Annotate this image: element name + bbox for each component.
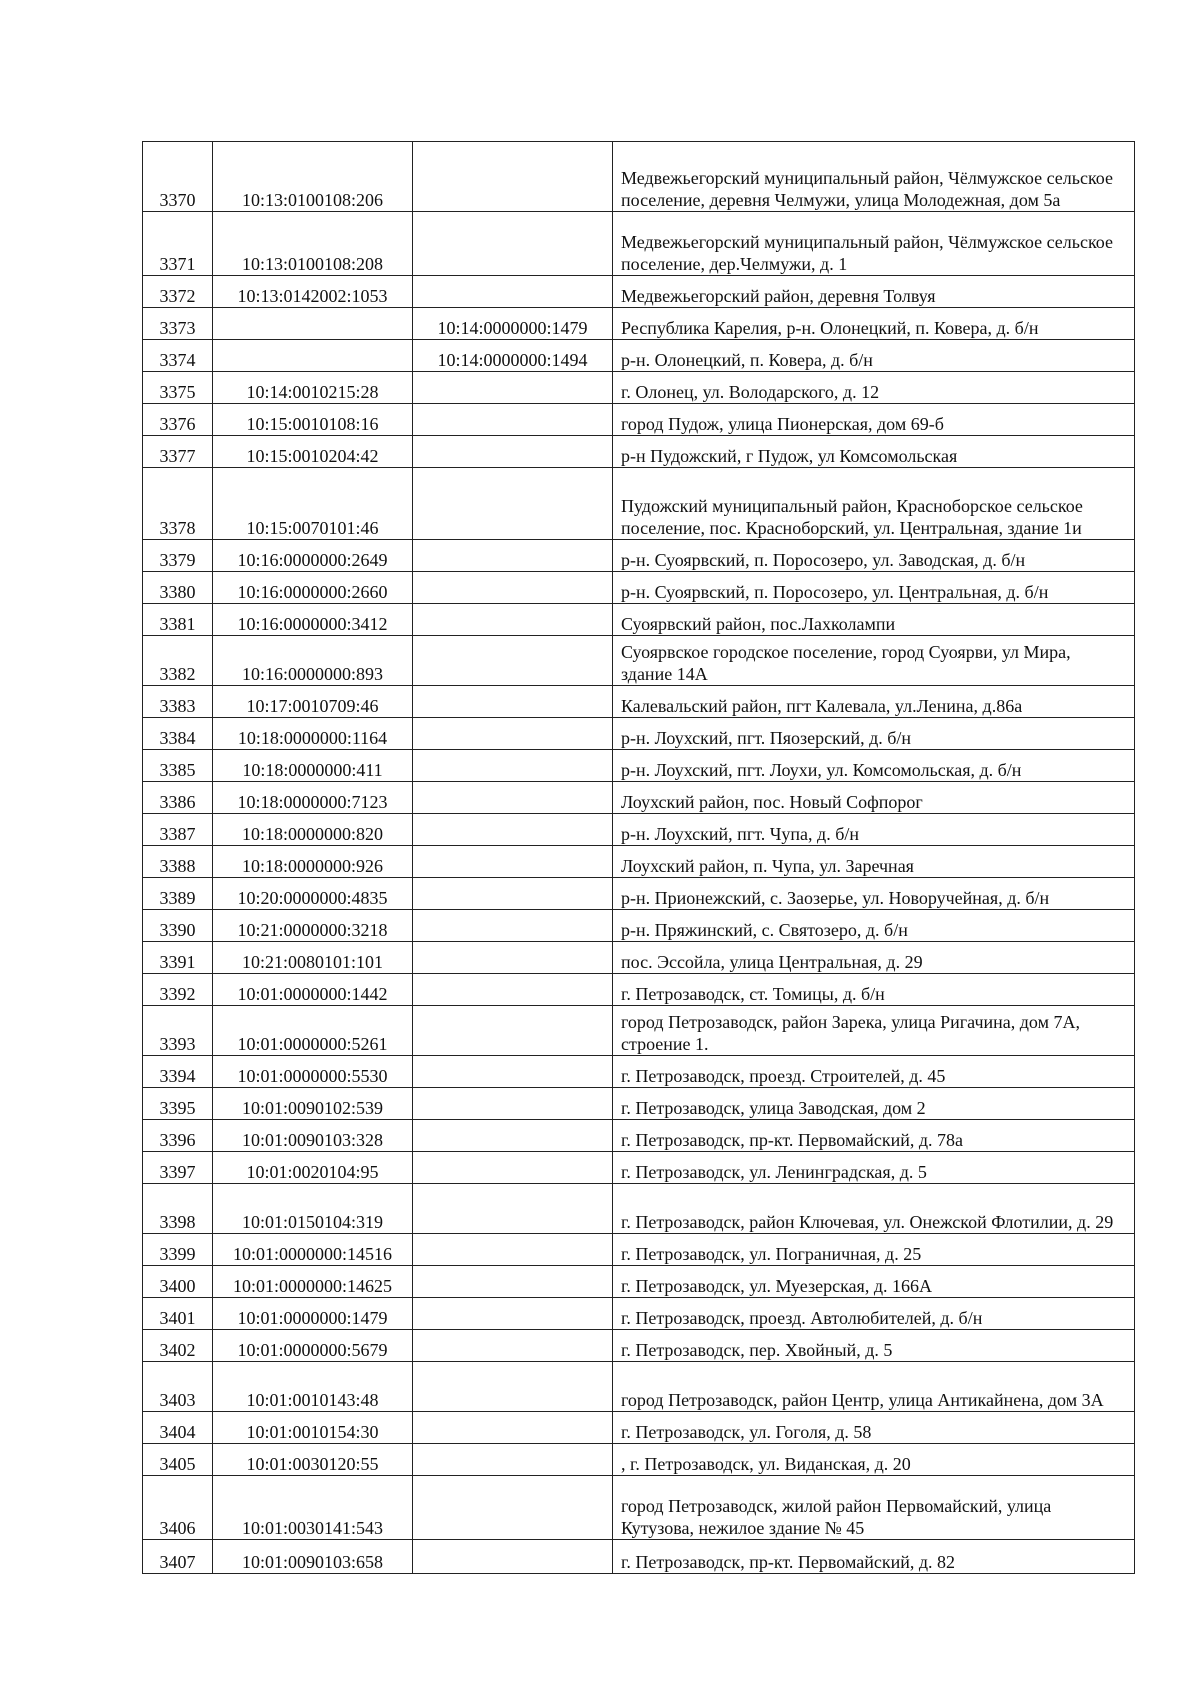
cadastral-number-cell: 10:01:0000000:1479 [213, 1298, 413, 1330]
alt-cadastral-number-cell [413, 974, 613, 1006]
alt-cadastral-number-cell [413, 212, 613, 276]
row-number-cell: 3407 [143, 1540, 213, 1574]
table-row [143, 846, 1135, 878]
alt-cadastral-number-cell [413, 1412, 613, 1444]
address-cell: р-н. Лоухский, пгт. Лоухи, ул. Комсомольская, д. б/н [613, 750, 1135, 782]
table-row [143, 1184, 1135, 1234]
alt-cadastral-number-cell [413, 878, 613, 910]
row-number-cell: 3385 [143, 750, 213, 782]
table-row [143, 404, 1135, 436]
address-cell: г. Олонец, ул. Володарского, д. 12 [613, 372, 1135, 404]
address-cell: Медвежьегорский район, деревня Толвуя [613, 276, 1135, 308]
table-row [143, 604, 1135, 636]
row-number-cell: 3374 [143, 340, 213, 372]
alt-cadastral-number-cell [413, 540, 613, 572]
row-number-cell: 3390 [143, 910, 213, 942]
table-row [143, 1330, 1135, 1362]
alt-cadastral-number-cell [413, 436, 613, 468]
address-cell: , г. Петрозаводск, ул. Виданская, д. 20 [613, 1444, 1135, 1476]
cadastral-number-cell: 10:18:0000000:820 [213, 814, 413, 846]
address-cell: город Петрозаводск, район Зарека, улица Ригачина, дом 7А, строение 1. [613, 1006, 1135, 1056]
alt-cadastral-number-cell [413, 636, 613, 686]
row-number-cell: 3406 [143, 1476, 213, 1540]
address-cell: г. Петрозаводск, район Ключевая, ул. Онежской Флотилии, д. 29 [613, 1184, 1135, 1234]
cadastral-number-cell: 10:01:0000000:14625 [213, 1266, 413, 1298]
table-row [143, 1476, 1135, 1540]
row-number-cell: 3398 [143, 1184, 213, 1234]
row-number-cell: 3384 [143, 718, 213, 750]
table-row [143, 1362, 1135, 1412]
address-cell: г. Петрозаводск, ул. Муезерская, д. 166А [613, 1266, 1135, 1298]
alt-cadastral-number-cell [413, 1362, 613, 1412]
cadastral-number-cell: 10:16:0000000:3412 [213, 604, 413, 636]
alt-cadastral-number-cell [413, 1088, 613, 1120]
address-cell: р-н. Олонецкий, п. Ковера, д. б/н [613, 340, 1135, 372]
cadastral-number-cell: 10:01:0090103:658 [213, 1540, 413, 1574]
cadastral-number-cell: 10:21:0000000:3218 [213, 910, 413, 942]
address-cell: р-н. Пряжинский, с. Святозеро, д. б/н [613, 910, 1135, 942]
row-number-cell: 3403 [143, 1362, 213, 1412]
row-number-cell: 3380 [143, 572, 213, 604]
cadastral-number-cell: 10:20:0000000:4835 [213, 878, 413, 910]
table-row [143, 572, 1135, 604]
address-cell: г. Петрозаводск, пр-кт. Первомайский, д. 82 [613, 1540, 1135, 1574]
cadastral-number-cell: 10:21:0080101:101 [213, 942, 413, 974]
cadastral-number-cell: 10:01:0000000:5261 [213, 1006, 413, 1056]
row-number-cell: 3395 [143, 1088, 213, 1120]
alt-cadastral-number-cell: 10:14:0000000:1479 [413, 308, 613, 340]
table-row [143, 686, 1135, 718]
address-cell: Лоухский район, пос. Новый Софпорог [613, 782, 1135, 814]
row-number-cell: 3375 [143, 372, 213, 404]
row-number-cell: 3382 [143, 636, 213, 686]
row-number-cell: 3389 [143, 878, 213, 910]
cadastral-number-cell: 10:18:0000000:926 [213, 846, 413, 878]
address-cell: Пудожский муниципальный район, Красноборское сельское поселение, пос. Красноборский, ул. Центральная, здание 1и [613, 468, 1135, 540]
alt-cadastral-number-cell [413, 846, 613, 878]
cadastral-number-cell: 10:01:0000000:1442 [213, 974, 413, 1006]
table-row [143, 1234, 1135, 1266]
address-cell: г. Петрозаводск, улица Заводская, дом 2 [613, 1088, 1135, 1120]
alt-cadastral-number-cell [413, 1330, 613, 1362]
row-number-cell: 3387 [143, 814, 213, 846]
table-row [143, 1120, 1135, 1152]
row-number-cell: 3381 [143, 604, 213, 636]
table-row [143, 1088, 1135, 1120]
table-row [143, 750, 1135, 782]
alt-cadastral-number-cell [413, 1444, 613, 1476]
address-cell: Суоярвский район, пос.Лахколампи [613, 604, 1135, 636]
row-number-cell: 3383 [143, 686, 213, 718]
alt-cadastral-number-cell [413, 142, 613, 212]
address-cell: р-н. Суоярвский, п. Поросозеро, ул. Заводская, д. б/н [613, 540, 1135, 572]
row-number-cell: 3372 [143, 276, 213, 308]
alt-cadastral-number-cell [413, 1006, 613, 1056]
address-cell: Суоярвское городское поселение, город Суоярви, ул Мира, здание 14А [613, 636, 1135, 686]
row-number-cell: 3391 [143, 942, 213, 974]
alt-cadastral-number-cell [413, 572, 613, 604]
address-cell: Лоухский район, п. Чупа, ул. Заречная [613, 846, 1135, 878]
row-number-cell: 3379 [143, 540, 213, 572]
cadastral-number-cell: 10:15:0010108:16 [213, 404, 413, 436]
row-number-cell: 3399 [143, 1234, 213, 1266]
table-row [143, 436, 1135, 468]
cadastral-number-cell: 10:01:0030141:543 [213, 1476, 413, 1540]
alt-cadastral-number-cell [413, 910, 613, 942]
address-cell: Калевальский район, пгт Калевала, ул.Ленина, д.86а [613, 686, 1135, 718]
table-row [143, 878, 1135, 910]
cadastral-number-cell: 10:01:0010154:30 [213, 1412, 413, 1444]
cadastral-number-cell: 10:01:0020104:95 [213, 1152, 413, 1184]
cadastral-number-cell: 10:01:0000000:14516 [213, 1234, 413, 1266]
cadastral-number-cell: 10:01:0150104:319 [213, 1184, 413, 1234]
address-cell: город Петрозаводск, жилой район Первомайский, улица Кутузова, нежилое здание № 45 [613, 1476, 1135, 1540]
address-cell: г. Петрозаводск, проезд. Автолюбителей, д. б/н [613, 1298, 1135, 1330]
cadastral-number-cell: 10:01:0000000:5530 [213, 1056, 413, 1088]
row-number-cell: 3392 [143, 974, 213, 1006]
row-number-cell: 3402 [143, 1330, 213, 1362]
cadastral-number-cell: 10:18:0000000:7123 [213, 782, 413, 814]
address-cell: Республика Карелия, р-н. Олонецкий, п. Ковера, д. б/н [613, 308, 1135, 340]
address-cell: Медвежьегорский муниципальный район, Чёлмужское сельское поселение, деревня Челмужи, улица Молодежная, дом 5а [613, 142, 1135, 212]
table-row [143, 142, 1135, 212]
address-cell: р-н Пудожский, г Пудож, ул Комсомольская [613, 436, 1135, 468]
alt-cadastral-number-cell [413, 718, 613, 750]
alt-cadastral-number-cell [413, 468, 613, 540]
address-cell: г. Петрозаводск, пр-кт. Первомайский, д. 78а [613, 1120, 1135, 1152]
table-row [143, 212, 1135, 276]
row-number-cell: 3393 [143, 1006, 213, 1056]
cadastral-number-cell: 10:16:0000000:2649 [213, 540, 413, 572]
row-number-cell: 3396 [143, 1120, 213, 1152]
cadastral-number-cell: 10:13:0142002:1053 [213, 276, 413, 308]
cadastral-number-cell: 10:17:0010709:46 [213, 686, 413, 718]
cadastral-number-cell: 10:15:0010204:42 [213, 436, 413, 468]
address-cell: г. Петрозаводск, пер. Хвойный, д. 5 [613, 1330, 1135, 1362]
table-row [143, 540, 1135, 572]
alt-cadastral-number-cell [413, 942, 613, 974]
table-row [143, 718, 1135, 750]
cadastral-number-cell: 10:16:0000000:893 [213, 636, 413, 686]
alt-cadastral-number-cell [413, 1152, 613, 1184]
cadastral-number-cell: 10:01:0000000:5679 [213, 1330, 413, 1362]
alt-cadastral-number-cell [413, 1056, 613, 1088]
row-number-cell: 3378 [143, 468, 213, 540]
cadastral-number-cell: 10:15:0070101:46 [213, 468, 413, 540]
row-number-cell: 3397 [143, 1152, 213, 1184]
address-cell: р-н. Суоярвский, п. Поросозеро, ул. Центральная, д. б/н [613, 572, 1135, 604]
cadastral-number-cell: 10:18:0000000:411 [213, 750, 413, 782]
cadastral-number-cell [213, 340, 413, 372]
cadastral-number-cell: 10:01:0090103:328 [213, 1120, 413, 1152]
table-row [143, 1412, 1135, 1444]
alt-cadastral-number-cell: 10:14:0000000:1494 [413, 340, 613, 372]
address-cell: г. Петрозаводск, ул. Ленинградская, д. 5 [613, 1152, 1135, 1184]
table-row [143, 468, 1135, 540]
row-number-cell: 3386 [143, 782, 213, 814]
alt-cadastral-number-cell [413, 1476, 613, 1540]
table-row [143, 974, 1135, 1006]
alt-cadastral-number-cell [413, 814, 613, 846]
alt-cadastral-number-cell [413, 1184, 613, 1234]
table-row [143, 1056, 1135, 1088]
row-number-cell: 3400 [143, 1266, 213, 1298]
table-row [143, 1006, 1135, 1056]
table-row [143, 1152, 1135, 1184]
table-row [143, 942, 1135, 974]
alt-cadastral-number-cell [413, 372, 613, 404]
table-row [143, 1444, 1135, 1476]
table-row [143, 340, 1135, 372]
address-cell: г. Петрозаводск, проезд. Строителей, д. 45 [613, 1056, 1135, 1088]
address-cell: р-н. Лоухский, пгт. Пяозерский, д. б/н [613, 718, 1135, 750]
address-cell: Медвежьегорский муниципальный район, Чёлмужское сельское поселение, дер.Челмужи, д. 1 [613, 212, 1135, 276]
address-cell: г. Петрозаводск, ул. Гоголя, д. 58 [613, 1412, 1135, 1444]
address-cell: р-н. Лоухский, пгт. Чупа, д. б/н [613, 814, 1135, 846]
cadastral-number-cell: 10:01:0030120:55 [213, 1444, 413, 1476]
cadastral-number-cell [213, 308, 413, 340]
cadastral-number-cell: 10:13:0100108:206 [213, 142, 413, 212]
alt-cadastral-number-cell [413, 404, 613, 436]
row-number-cell: 3388 [143, 846, 213, 878]
address-cell: г. Петрозаводск, ст. Томицы, д. б/н [613, 974, 1135, 1006]
alt-cadastral-number-cell [413, 782, 613, 814]
address-cell: г. Петрозаводск, ул. Пограничная, д. 25 [613, 1234, 1135, 1266]
row-number-cell: 3404 [143, 1412, 213, 1444]
alt-cadastral-number-cell [413, 686, 613, 718]
cadastral-number-cell: 10:13:0100108:208 [213, 212, 413, 276]
row-number-cell: 3401 [143, 1298, 213, 1330]
table-row [143, 1540, 1135, 1574]
cadastral-registry-table [142, 141, 1135, 1574]
alt-cadastral-number-cell [413, 1120, 613, 1152]
alt-cadastral-number-cell [413, 1266, 613, 1298]
row-number-cell: 3376 [143, 404, 213, 436]
alt-cadastral-number-cell [413, 604, 613, 636]
cadastral-number-cell: 10:16:0000000:2660 [213, 572, 413, 604]
table-row [143, 1298, 1135, 1330]
table-row [143, 276, 1135, 308]
row-number-cell: 3405 [143, 1444, 213, 1476]
cadastral-number-cell: 10:01:0010143:48 [213, 1362, 413, 1412]
alt-cadastral-number-cell [413, 1298, 613, 1330]
row-number-cell: 3377 [143, 436, 213, 468]
alt-cadastral-number-cell [413, 276, 613, 308]
address-cell: город Пудож, улица Пионерская, дом 69-б [613, 404, 1135, 436]
address-cell: город Петрозаводск, район Центр, улица Антикайнена, дом 3А [613, 1362, 1135, 1412]
row-number-cell: 3373 [143, 308, 213, 340]
table-row [143, 636, 1135, 686]
table-row [143, 308, 1135, 340]
address-cell: пос. Эссойла, улица Центральная, д. 29 [613, 942, 1135, 974]
table-row [143, 814, 1135, 846]
registry-table-body [143, 142, 1135, 1574]
alt-cadastral-number-cell [413, 1234, 613, 1266]
table-row [143, 372, 1135, 404]
cadastral-number-cell: 10:18:0000000:1164 [213, 718, 413, 750]
table-row [143, 910, 1135, 942]
address-cell: р-н. Прионежский, с. Заозерье, ул. Новоручейная, д. б/н [613, 878, 1135, 910]
alt-cadastral-number-cell [413, 1540, 613, 1574]
row-number-cell: 3371 [143, 212, 213, 276]
row-number-cell: 3394 [143, 1056, 213, 1088]
table-row [143, 1266, 1135, 1298]
table-row [143, 782, 1135, 814]
cadastral-number-cell: 10:14:0010215:28 [213, 372, 413, 404]
cadastral-number-cell: 10:01:0090102:539 [213, 1088, 413, 1120]
alt-cadastral-number-cell [413, 750, 613, 782]
row-number-cell: 3370 [143, 142, 213, 212]
